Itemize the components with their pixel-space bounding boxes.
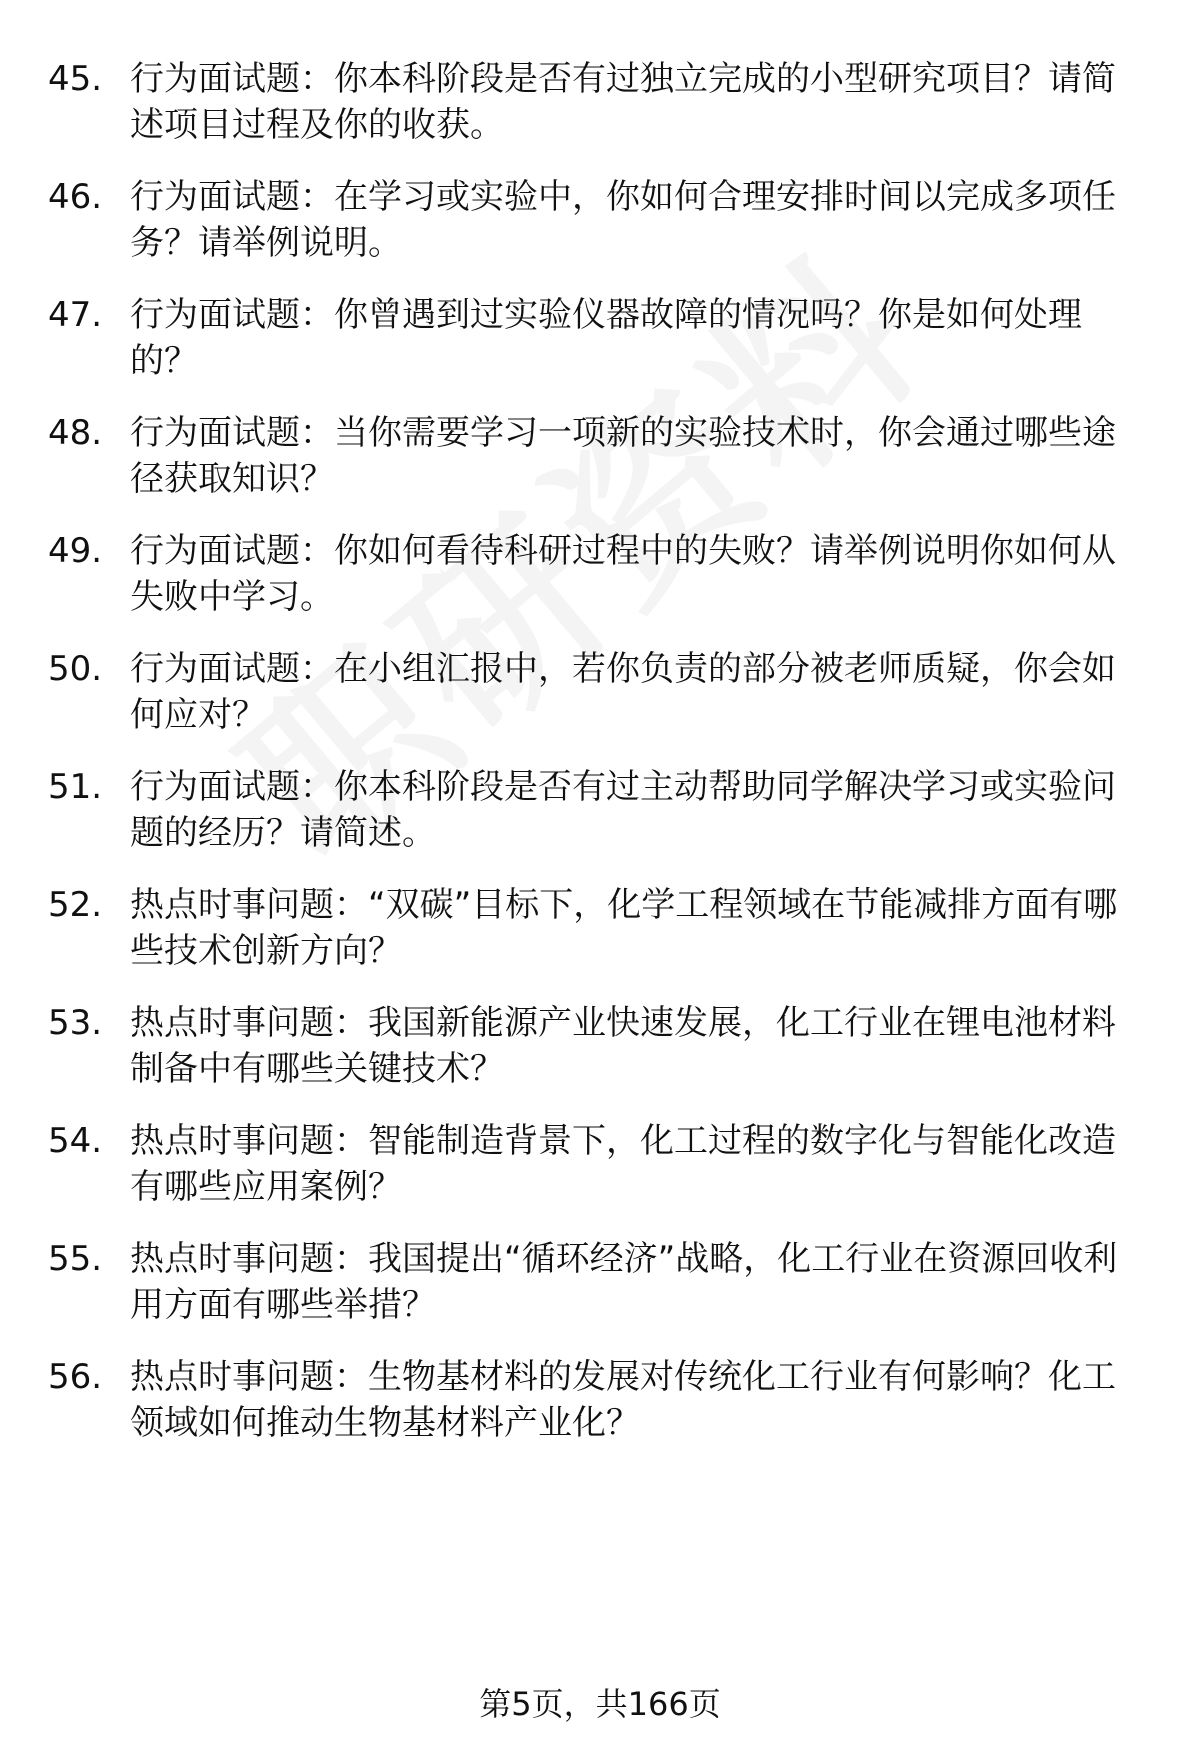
- question-text: 行为面试题：你如何看待科研过程中的失败？请举例说明你如何从失败中学习。: [130, 531, 1116, 617]
- question-number: 50.: [48, 649, 103, 689]
- list-item: [0, 528, 1200, 638]
- list-item: [0, 56, 1200, 166]
- question-number: 53.: [48, 1003, 103, 1043]
- question-text: 热点时事问题：我国提出“循环经济”战略，化工行业在资源回收利用方面有哪些举措？: [130, 1239, 1118, 1325]
- question-number: 52.: [48, 885, 103, 925]
- question-text: 热点时事问题：生物基材料的发展对传统化工行业有何影响？化工领域如何推动生物基材料产业化？: [130, 1357, 1116, 1443]
- question-text: 行为面试题：当你需要学习一项新的实验技术时，你会通过哪些途径获取知识？: [130, 413, 1116, 499]
- question-number: 55.: [48, 1239, 103, 1279]
- question-text: 行为面试题：你本科阶段是否有过主动帮助同学解决学习或实验问题的经历？请简述。: [130, 767, 1116, 853]
- list-item: [0, 174, 1200, 284]
- list-item: [0, 410, 1200, 520]
- list-item: [0, 1236, 1200, 1346]
- question-number: 54.: [48, 1121, 103, 1161]
- question-text: 行为面试题：你曾遇到过实验仪器故障的情况吗？你是如何处理的？: [130, 295, 1082, 381]
- list-item: [0, 1000, 1200, 1110]
- question-text: 行为面试题：你本科阶段是否有过独立完成的小型研究项目？请简述项目过程及你的收获。: [130, 59, 1116, 145]
- question-number: 49.: [48, 531, 103, 571]
- question-number: 48.: [48, 413, 103, 453]
- list-item: [0, 1118, 1200, 1228]
- list-item: [0, 646, 1200, 756]
- list-item: [0, 1354, 1200, 1464]
- question-number: 51.: [48, 767, 103, 807]
- question-number: 46.: [48, 177, 103, 217]
- question-number: 45.: [48, 59, 103, 99]
- list-item: [0, 882, 1200, 992]
- question-number: 56.: [48, 1357, 103, 1397]
- question-text: 行为面试题：在小组汇报中，若你负责的部分被老师质疑，你会如何应对？: [130, 649, 1116, 735]
- question-text: 热点时事问题：我国新能源产业快速发展，化工行业在锂电池材料制备中有哪些关键技术？: [130, 1003, 1116, 1089]
- question-number: 47.: [48, 295, 103, 335]
- question-text: 热点时事问题：智能制造背景下，化工过程的数字化与智能化改造有哪些应用案例？: [130, 1121, 1116, 1207]
- page-number-footer: 第5页，共166页: [479, 1685, 721, 1723]
- list-item: [0, 292, 1200, 402]
- question-text: 热点时事问题：“双碳”目标下，化学工程领域在节能减排方面有哪些技术创新方向？: [130, 885, 1118, 971]
- list-item: [0, 764, 1200, 874]
- question-text: 行为面试题：在学习或实验中，你如何合理安排时间以完成多项任务？请举例说明。: [130, 177, 1116, 263]
